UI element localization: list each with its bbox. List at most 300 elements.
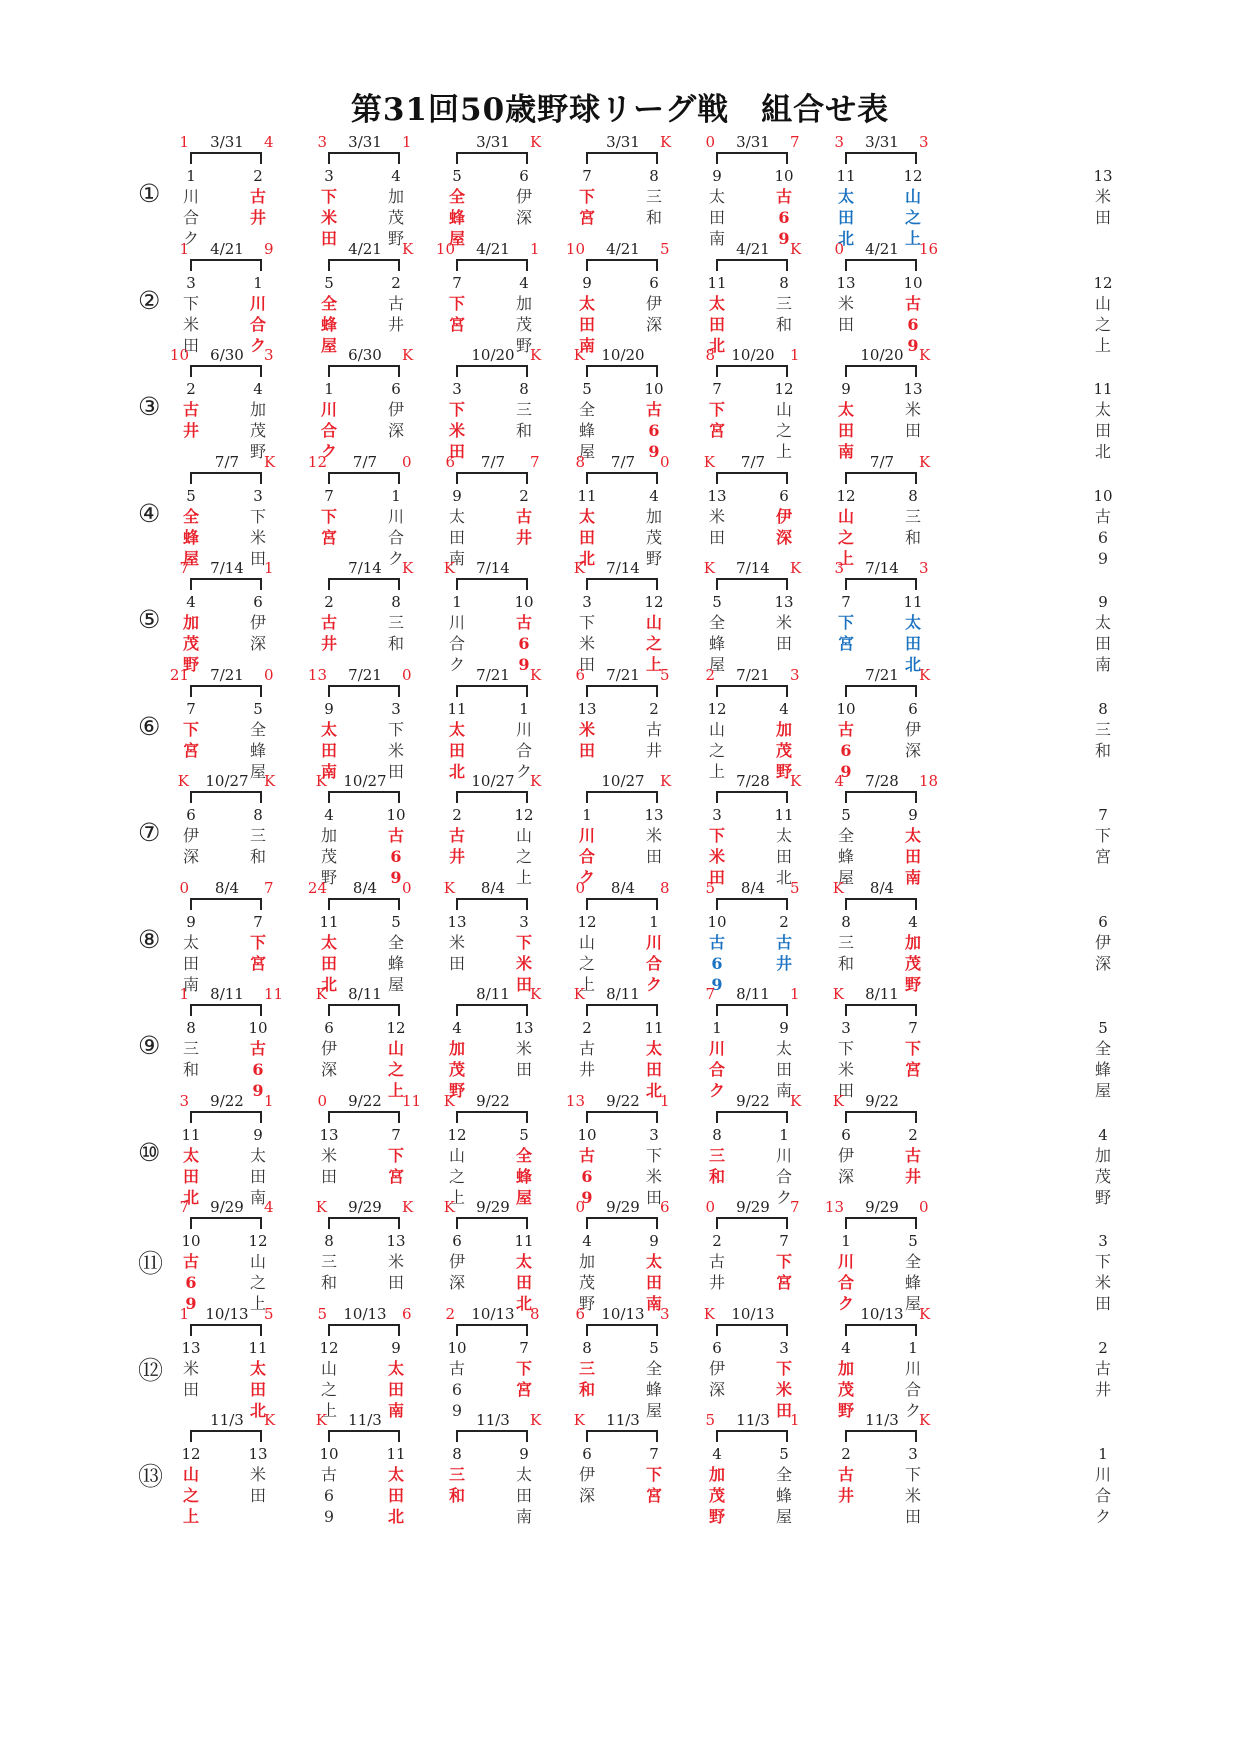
team-number: 10 <box>1093 486 1113 505</box>
team-name-char: 屋 <box>708 655 725 674</box>
score-left: K <box>315 1411 327 1429</box>
score-right: 5 <box>660 239 670 258</box>
match-date: 9/22 <box>736 1091 770 1110</box>
match-date: 10/27 <box>205 772 249 790</box>
team-name-char: 太 <box>645 1039 662 1058</box>
score-right: 18 <box>919 772 939 790</box>
bracket-line <box>190 365 262 377</box>
bracket-line <box>716 365 788 377</box>
team-number: 4 <box>324 806 334 824</box>
match-date: 9/29 <box>736 1198 770 1216</box>
match-bracket <box>693 764 823 887</box>
team-right <box>511 380 537 441</box>
team-left <box>704 1126 730 1187</box>
team-number: 13 <box>836 273 856 292</box>
bracket-line <box>456 1430 528 1442</box>
team-name-char: ク <box>775 1187 792 1207</box>
team-number: 13 <box>774 593 794 611</box>
team-name-char: 茂 <box>708 1486 725 1505</box>
team-name-char: 米 <box>775 1379 792 1399</box>
match-date: 7/21 <box>736 665 770 684</box>
team-name-char: ク <box>320 442 337 461</box>
team-number: 6 <box>582 1445 592 1463</box>
team-number: 12 <box>774 380 794 398</box>
bracket-line <box>716 898 788 910</box>
team-number: 7 <box>908 1019 918 1037</box>
score-left: K <box>573 985 585 1003</box>
bracket-line <box>716 1004 788 1016</box>
team-name-char: 之 <box>578 953 595 973</box>
team-name-char: 下 <box>448 400 465 419</box>
team-name-char: 蜂 <box>1094 1060 1111 1079</box>
score-left: 1 <box>179 985 189 1003</box>
team-number: 5 <box>391 912 401 931</box>
team-name-char: 南 <box>387 1400 404 1420</box>
score-right: 3 <box>660 1304 670 1323</box>
team-right <box>245 806 271 867</box>
team-name-char: 南 <box>578 335 595 355</box>
team-left <box>704 487 730 548</box>
team-number: 1 <box>779 1125 789 1144</box>
team-name-char: 米 <box>1094 187 1111 206</box>
team-name-char: 田 <box>249 548 266 568</box>
team-name-char: 古 <box>645 719 662 739</box>
bracket-line <box>328 472 400 484</box>
match-date: 3/31 <box>736 133 770 151</box>
score-left: 0 <box>705 133 715 151</box>
match-bracket <box>167 125 297 248</box>
team-number: 6 <box>712 1338 722 1357</box>
team-left <box>833 593 859 654</box>
team-name-char: 井 <box>775 953 792 973</box>
score-right: 3 <box>790 665 800 684</box>
team-number: 4 <box>779 699 789 718</box>
team-right <box>900 1019 926 1080</box>
match-bracket <box>563 551 693 674</box>
team-name-char: ク <box>708 1081 725 1100</box>
team-number: 10 <box>447 1338 467 1357</box>
team-name-char: 田 <box>515 1273 532 1292</box>
team-left <box>704 1339 730 1400</box>
team-name-char: 田 <box>249 1379 266 1399</box>
team-number: 13 <box>644 806 664 824</box>
score-left: 1 <box>179 239 189 258</box>
match-bracket <box>822 1403 952 1526</box>
team-number: 4 <box>519 273 529 292</box>
team-name-char: 和 <box>182 1060 199 1079</box>
team-name-char: 茂 <box>182 634 199 653</box>
team-name-char: 深 <box>708 1379 725 1399</box>
score-left: 5 <box>705 878 715 897</box>
team-name-char: 茂 <box>775 740 792 760</box>
team-name-char: 井 <box>387 314 404 334</box>
score-left: 6 <box>575 1304 585 1323</box>
score-right: 0 <box>660 452 670 471</box>
team-name-char: 川 <box>182 187 199 206</box>
score-left: 5 <box>705 1411 715 1429</box>
bracket-line <box>456 898 528 910</box>
team-number: 2 <box>452 806 462 824</box>
team-number: 2 <box>186 380 196 398</box>
bracket-line <box>328 1111 400 1123</box>
team-name-char: 蜂 <box>515 1166 532 1186</box>
team-number: 3 <box>324 167 334 185</box>
bracket-line <box>586 898 658 910</box>
team-number: 8 <box>324 1232 334 1250</box>
team-name-char: 之 <box>708 740 725 760</box>
team-name-char: 井 <box>904 1166 921 1186</box>
match-date: 9/29 <box>476 1198 510 1216</box>
team-number: 11 <box>707 273 727 292</box>
team-name-char: 井 <box>182 421 199 440</box>
team-name-char: 伊 <box>387 400 404 419</box>
bracket-line <box>716 1111 788 1123</box>
team-name-char: ク <box>578 868 595 887</box>
bracket-line <box>845 365 917 377</box>
team-number: 10 <box>514 593 534 611</box>
team-name-char: 米 <box>182 314 199 334</box>
team-name-char: 蜂 <box>249 740 266 760</box>
team-name-char: 米 <box>775 613 792 632</box>
team-name-char: 三 <box>1094 719 1111 739</box>
match-bracket <box>305 977 435 1100</box>
team-number: 1 <box>649 912 659 931</box>
team-name-char: 下 <box>775 1252 792 1271</box>
round-number: ⑨ <box>138 1031 161 1060</box>
team-name-char: 田 <box>182 335 199 355</box>
team-number: 9 <box>452 486 462 505</box>
team-name-char: 全 <box>1094 1039 1111 1058</box>
team-number: 3 <box>1098 1232 1108 1250</box>
bye-team <box>1090 700 1116 761</box>
bracket-line <box>456 791 528 803</box>
team-right <box>383 593 409 654</box>
team-number: 12 <box>644 593 664 611</box>
match-date: 8/4 <box>214 878 240 897</box>
score-left: 0 <box>575 878 585 897</box>
team-number: 6 <box>253 593 263 611</box>
team-name-char: 全 <box>320 293 337 313</box>
score-left: 1 <box>179 133 189 151</box>
team-name-char: 野 <box>387 229 404 248</box>
team-number: 11 <box>248 1338 268 1357</box>
team-name-char: 川 <box>645 932 662 952</box>
team-name-char: 加 <box>708 1465 725 1484</box>
team-name-char: 上 <box>387 1081 404 1100</box>
team-name-char: 茂 <box>904 953 921 973</box>
team-left <box>178 806 204 867</box>
team-left <box>704 1232 730 1293</box>
team-name-char: ク <box>1094 1507 1111 1526</box>
match-date: 9/22 <box>865 1091 899 1110</box>
team-name-char: 古 <box>387 826 404 845</box>
match-bracket <box>433 977 563 1100</box>
team-name-char: 太 <box>249 1145 266 1165</box>
team-left <box>574 167 600 228</box>
team-name-char: 田 <box>1094 1294 1111 1313</box>
team-name-char: 北 <box>578 548 595 568</box>
team-name-char: 古 <box>708 1252 725 1271</box>
team-name-char: 山 <box>578 932 595 952</box>
team-number: 13 <box>577 699 597 718</box>
team-name-char: 南 <box>249 1187 266 1207</box>
team-right <box>771 1232 797 1293</box>
team-name-char: 北 <box>515 1294 532 1313</box>
team-name-char: 野 <box>448 1081 465 1100</box>
team-name-char: 太 <box>448 506 465 526</box>
team-number: 4 <box>649 486 659 505</box>
team-name-char: 田 <box>645 1060 662 1079</box>
team-name-char: 深 <box>775 527 792 547</box>
team-name-char: 深 <box>249 634 266 653</box>
score-right: 11 <box>264 985 284 1003</box>
match-date: 7/14 <box>606 559 640 577</box>
match-date: 10/20 <box>731 346 775 364</box>
bracket-line <box>845 1004 917 1016</box>
team-number: 12 <box>248 1232 268 1250</box>
score-right: 6 <box>402 1304 412 1323</box>
team-left <box>833 274 859 335</box>
score-left: 2 <box>705 665 715 684</box>
score-right: K <box>790 772 802 790</box>
score-left: K <box>703 1304 715 1323</box>
bracket-line <box>845 791 917 803</box>
score-left: 8 <box>575 452 585 471</box>
team-name-char: 古 <box>837 719 854 739</box>
team-left <box>316 1019 342 1080</box>
score-left: 6 <box>445 452 455 471</box>
match-bracket <box>822 551 952 674</box>
team-name-char: 野 <box>249 442 266 461</box>
team-number: 5 <box>186 486 196 505</box>
team-number: 11 <box>577 486 597 505</box>
team-number: 3 <box>582 593 592 611</box>
team-name-char: 山 <box>515 826 532 845</box>
team-name-char: 田 <box>1094 208 1111 227</box>
team-name-char: 全 <box>645 1358 662 1378</box>
team-number: 4 <box>391 167 401 185</box>
score-left: K <box>315 1198 327 1216</box>
team-number: 7 <box>779 1232 789 1250</box>
score-right: 1 <box>790 346 800 364</box>
team-name-char: ク <box>249 335 266 355</box>
team-name-char: 合 <box>387 527 404 547</box>
bracket-line <box>328 259 400 271</box>
match-date: 3/31 <box>865 133 899 151</box>
team-number: 2 <box>1098 1338 1108 1357</box>
team-name-char: 下 <box>515 1358 532 1378</box>
team-name-char: 蜂 <box>387 953 404 973</box>
bracket-line <box>456 578 528 590</box>
team-number: 9 <box>391 1338 401 1357</box>
team-number: 9 <box>1098 593 1108 611</box>
team-number: 2 <box>582 1019 592 1037</box>
team-name-char: 田 <box>645 1187 662 1207</box>
team-name-char: 深 <box>182 847 199 866</box>
team-number: 6 <box>841 1125 851 1144</box>
score-right: K <box>919 665 931 684</box>
team-name-char: 古 <box>578 1039 595 1058</box>
team-number: 10 <box>903 273 923 292</box>
team-name-char: 野 <box>515 335 532 355</box>
team-name-char: 下 <box>387 1145 404 1165</box>
team-name-char: 全 <box>182 506 199 526</box>
team-name-char: 井 <box>578 1060 595 1079</box>
bracket-line <box>845 1217 917 1229</box>
team-name-char: 古 <box>708 932 725 952</box>
team-number: 12 <box>514 806 534 824</box>
score-right: 1 <box>402 133 412 151</box>
team-name-char: 南 <box>320 761 337 781</box>
team-number: 9 <box>712 167 722 185</box>
team-name-char: 和 <box>1094 740 1111 760</box>
team-name-char: 川 <box>320 400 337 419</box>
team-name-char: 北 <box>904 655 921 674</box>
team-name-char: 田 <box>182 1166 199 1186</box>
score-right: 8 <box>530 1304 540 1323</box>
team-number: 11 <box>386 1445 406 1463</box>
team-name-char: 米 <box>448 932 465 952</box>
team-name-char: 三 <box>249 826 266 845</box>
team-name-char: 加 <box>578 1252 595 1271</box>
team-name-char: 川 <box>578 826 595 845</box>
team-name-char: 川 <box>249 293 266 313</box>
team-number: 4 <box>1098 1125 1108 1144</box>
team-name-char: 太 <box>837 187 854 206</box>
team-number: 8 <box>649 167 659 185</box>
bracket-line <box>586 152 658 164</box>
match-date: 8/4 <box>352 878 378 897</box>
team-name-char: 太 <box>837 400 854 419</box>
bracket-line <box>845 1111 917 1123</box>
team-name-char: 9 <box>185 1294 197 1313</box>
team-number: 8 <box>841 912 851 931</box>
team-number: 7 <box>582 167 592 185</box>
match-date: 3/31 <box>606 133 640 151</box>
team-left <box>444 274 470 335</box>
team-name-char: 田 <box>448 442 465 461</box>
team-name-char: 北 <box>645 1081 662 1100</box>
team-name-char: 上 <box>578 974 595 994</box>
team-name-char: 川 <box>904 1358 921 1378</box>
match-date: 7/28 <box>736 772 770 790</box>
team-right <box>511 1445 537 1527</box>
team-left <box>316 487 342 548</box>
team-number: 9 <box>908 806 918 824</box>
team-number: 12 <box>181 1445 201 1463</box>
score-left: K <box>315 772 327 790</box>
team-name-char: 上 <box>775 442 792 461</box>
team-number: 13 <box>447 912 467 931</box>
match-bracket <box>305 1190 435 1308</box>
score-left: 21 <box>169 665 189 684</box>
team-number: 13 <box>248 1445 268 1463</box>
team-name-char: 6 <box>185 1273 197 1292</box>
team-number: 6 <box>324 1019 334 1037</box>
score-left: K <box>443 878 455 897</box>
team-name-char: 米 <box>387 740 404 760</box>
team-name-char: 和 <box>837 953 854 973</box>
team-name-char: 屋 <box>904 1294 921 1313</box>
bracket-line <box>586 578 658 590</box>
bracket-line <box>190 472 262 484</box>
team-name-char: 古 <box>448 1358 465 1378</box>
match-bracket <box>305 338 435 461</box>
team-name-char: 田 <box>904 1507 921 1526</box>
team-name-char: 田 <box>708 208 725 227</box>
team-left <box>178 1019 204 1080</box>
team-number: 3 <box>841 1019 851 1037</box>
score-right: 1 <box>530 239 540 258</box>
round-number: ① <box>138 179 161 208</box>
team-number: 6 <box>186 806 196 824</box>
score-right: 5 <box>264 1304 274 1323</box>
match-date: 3/31 <box>476 133 510 151</box>
team-name-char: 山 <box>387 1039 404 1058</box>
team-number: 8 <box>519 380 529 398</box>
team-number: 11 <box>644 1019 664 1037</box>
team-name-char: 之 <box>387 1060 404 1079</box>
team-number: 2 <box>841 1445 851 1463</box>
team-right <box>771 913 797 974</box>
team-name-char: 古 <box>515 613 532 632</box>
match-date: 8/4 <box>869 878 895 897</box>
team-name-char: 加 <box>1094 1145 1111 1165</box>
match-date: 8/11 <box>210 985 244 1003</box>
team-name-char: 田 <box>387 761 404 781</box>
match-date: 7/7 <box>214 452 240 471</box>
score-left: 3 <box>834 559 844 577</box>
team-name-char: 太 <box>182 932 199 952</box>
team-right <box>511 1339 537 1400</box>
team-name-char: 田 <box>182 1379 199 1399</box>
team-name-char: 米 <box>182 1358 199 1378</box>
round-number: ④ <box>138 498 161 528</box>
team-right <box>771 274 797 335</box>
team-name-char: 米 <box>249 527 266 547</box>
team-name-char: 全 <box>578 400 595 419</box>
match-bracket <box>305 1084 435 1202</box>
team-number: 10 <box>386 806 406 824</box>
bracket-line <box>586 1004 658 1016</box>
score-right: K <box>530 985 542 1003</box>
match-date: 4/21 <box>865 239 899 258</box>
team-name-char: 太 <box>708 293 725 313</box>
score-right: 0 <box>402 452 412 471</box>
team-name-char: 宮 <box>904 1060 921 1079</box>
team-name-char: 古 <box>1094 1358 1111 1378</box>
team-number: 3 <box>712 806 722 824</box>
team-number: 3 <box>452 380 462 398</box>
team-number: 2 <box>712 1232 722 1250</box>
team-name-char: 太 <box>249 1358 266 1378</box>
team-number: 7 <box>324 486 334 505</box>
bracket-line <box>845 578 917 590</box>
team-name-char: 合 <box>320 421 337 440</box>
match-date: 7/21 <box>476 665 510 684</box>
team-name-char: 屋 <box>1094 1081 1111 1100</box>
team-number: 2 <box>391 273 401 292</box>
team-number: 8 <box>253 806 263 824</box>
team-number: 10 <box>644 380 664 398</box>
bracket-line <box>845 1324 917 1336</box>
score-right: 7 <box>790 133 800 151</box>
score-right: K <box>530 665 542 684</box>
team-name-char: 北 <box>448 761 465 781</box>
score-right: 11 <box>402 1091 422 1110</box>
team-name-char: 下 <box>775 1358 792 1378</box>
team-name-char: 古 <box>249 1039 266 1058</box>
